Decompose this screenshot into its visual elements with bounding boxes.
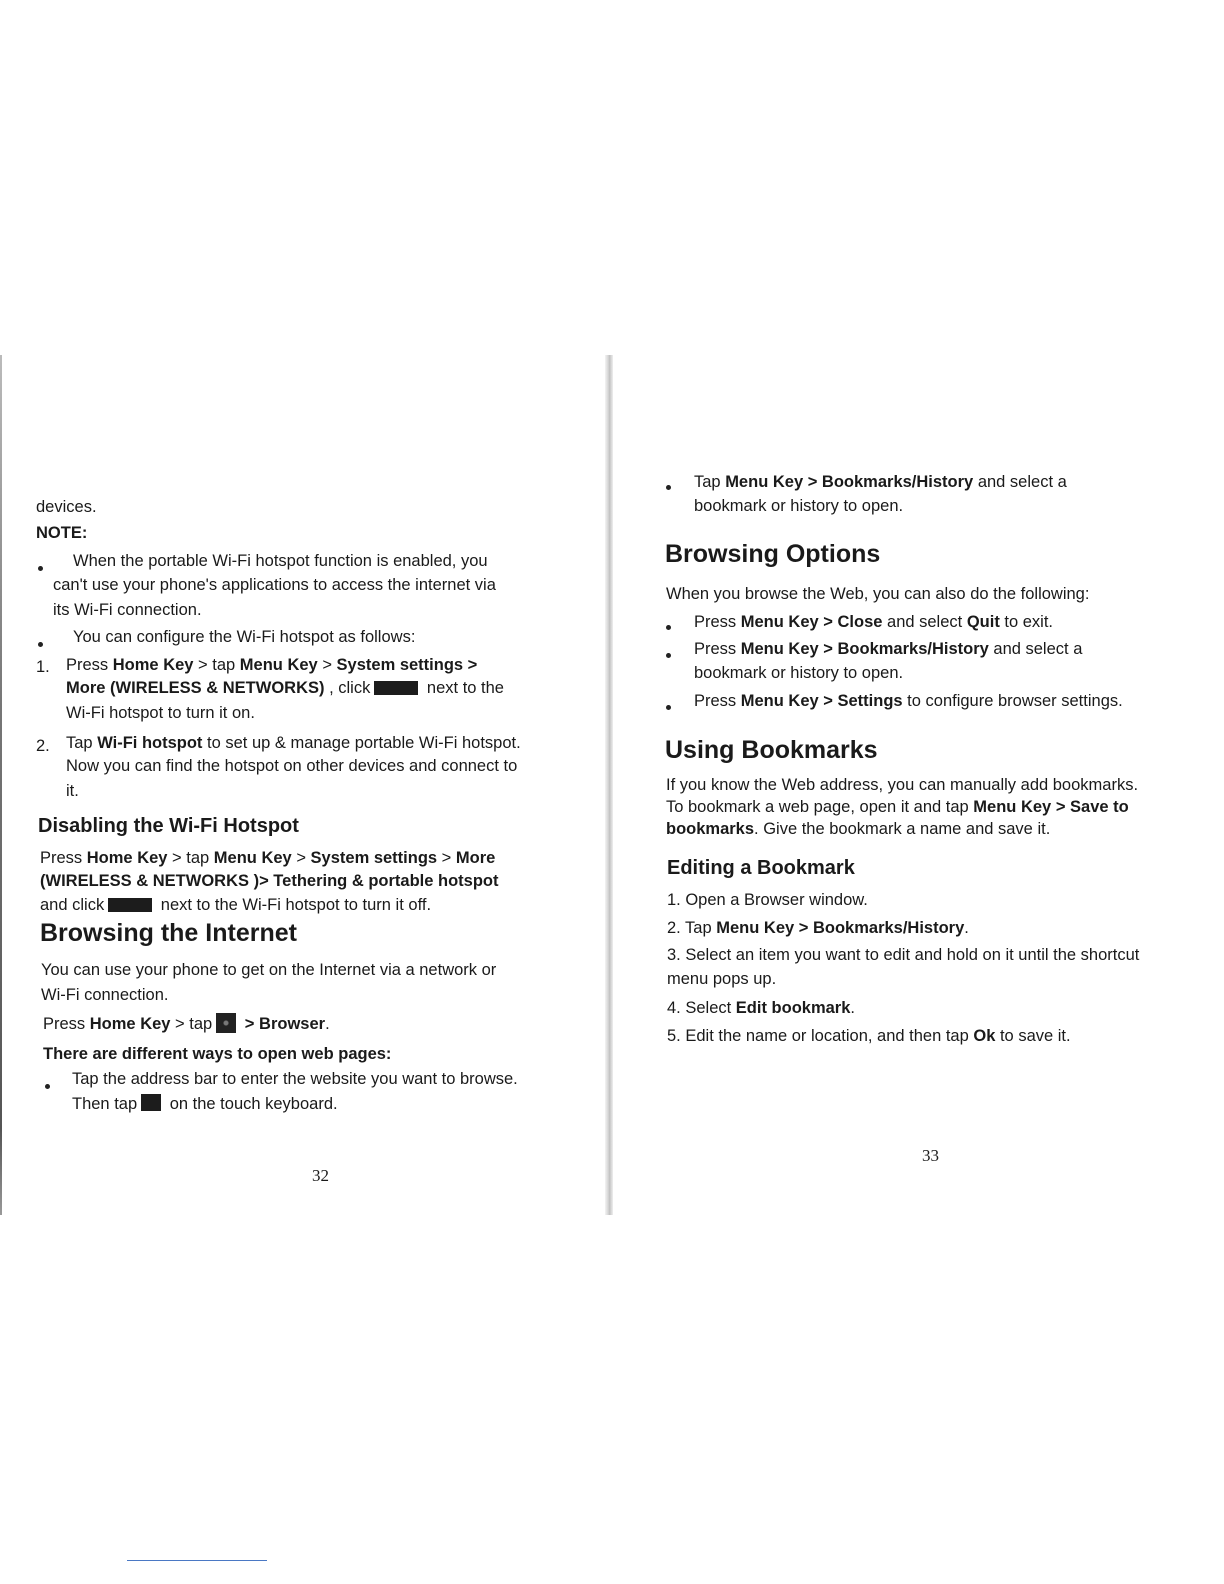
edit-step-4: 4. Select Edit bookmark. — [667, 999, 855, 1017]
bullet-dot — [666, 625, 671, 630]
top-bullet-line-1: Tap Menu Key > Bookmarks/History and select a — [694, 473, 1067, 491]
page-number: 32 — [312, 1166, 329, 1185]
step-2-line-3: it. — [66, 782, 79, 800]
note-bullet-2: You can configure the Wi-Fi hotspot as follows: — [73, 628, 416, 646]
ways-bullet-line-1: Tap the address bar to enter the website you want to browse. — [72, 1070, 518, 1088]
edit-step-2: 2. Tap Menu Key > Bookmarks/History. — [667, 919, 969, 937]
toggle-switch-icon — [374, 681, 418, 695]
bullet-dot — [666, 485, 671, 490]
note-bullet-1-line-3: its Wi-Fi connection. — [53, 601, 202, 619]
footer-rule — [127, 1560, 267, 1561]
using-bookmarks-heading: Using Bookmarks — [665, 736, 878, 764]
ways-label: There are different ways to open web pages: — [43, 1045, 392, 1063]
devices-text: devices. — [36, 498, 97, 516]
bullet-dot — [38, 642, 43, 647]
options-intro: When you browse the Web, you can also do the following: — [666, 585, 1090, 603]
step-2-line-1: Tap Wi-Fi hotspot to set up & manage portable Wi-Fi hotspot. — [66, 734, 521, 752]
bullet-dot — [666, 705, 671, 710]
toggle-switch-icon — [108, 898, 152, 912]
page-number: 33 — [922, 1146, 939, 1165]
apps-icon — [216, 1013, 236, 1033]
book-gutter — [605, 355, 613, 1215]
step-2-number: 2. — [36, 737, 50, 755]
option-2-line-2: bookmark or history to open. — [694, 664, 904, 682]
option-3: Press Menu Key > Settings to configure browser settings. — [694, 692, 1123, 710]
step-1-line-2: More (WIRELESS & NETWORKS) , click next to the — [66, 679, 504, 697]
bullet-dot — [38, 566, 43, 571]
note-bullet-1-line-2: can't use your phone's applications to access the internet via — [53, 576, 496, 594]
browsing-p2: Press Home Key > tap > Browser. — [43, 1015, 330, 1033]
editing-bookmark-heading: Editing a Bookmark — [667, 857, 855, 879]
note-label: NOTE: — [36, 524, 88, 542]
disabling-line-3: and click next to the Wi-Fi hotspot to turn it off. — [40, 896, 432, 914]
edit-step-1: 1. Open a Browser window. — [667, 891, 868, 909]
disabling-hotspot-heading: Disabling the Wi-Fi Hotspot — [38, 815, 299, 837]
edit-step-3-line-2: menu pops up. — [667, 970, 777, 988]
bullet-dot — [45, 1084, 50, 1089]
disabling-line-2: (WIRELESS & NETWORKS )> Tethering & portable hotspot — [40, 872, 499, 890]
disabling-line-1: Press Home Key > tap Menu Key > System settings > More — [40, 849, 496, 867]
step-2-line-2: Now you can find the hotspot on other devices and connect to — [66, 757, 518, 775]
step-1-line-1: Press Home Key > tap Menu Key > System settings > — [66, 656, 478, 674]
bookmarks-line-1: If you know the Web address, you can manually add bookmarks. — [666, 776, 1139, 794]
browsing-internet-heading: Browsing the Internet — [40, 919, 297, 947]
edit-step-5: 5. Edit the name or location, and then tap Ok to save it. — [667, 1027, 1071, 1045]
browsing-options-heading: Browsing Options — [665, 540, 881, 568]
bookmarks-line-3: bookmarks. Give the bookmark a name and save it. — [666, 820, 1051, 838]
note-bullet-1-line-1: When the portable Wi-Fi hotspot function is enabled, you — [73, 552, 488, 570]
step-1-line-3: Wi-Fi hotspot to turn it on. — [66, 704, 255, 722]
option-2-line-1: Press Menu Key > Bookmarks/History and select a — [694, 640, 1083, 658]
ways-bullet-line-2: Then tap on the touch keyboard. — [72, 1095, 338, 1113]
bullet-dot — [666, 653, 671, 658]
bookmarks-line-2: To bookmark a web page, open it and tap Menu Key > Save to — [666, 798, 1129, 816]
scan-edge — [0, 355, 2, 1215]
go-key-icon — [141, 1094, 161, 1111]
step-1-number: 1. — [36, 658, 50, 676]
edit-step-3-line-1: 3. Select an item you want to edit and hold on it until the shortcut — [667, 946, 1140, 964]
browsing-p1-line-2: Wi-Fi connection. — [41, 986, 169, 1004]
option-1: Press Menu Key > Close and select Quit to exit. — [694, 613, 1054, 631]
browsing-p1-line-1: You can use your phone to get on the Internet via a network or — [41, 961, 497, 979]
top-bullet-line-2: bookmark or history to open. — [694, 497, 904, 515]
